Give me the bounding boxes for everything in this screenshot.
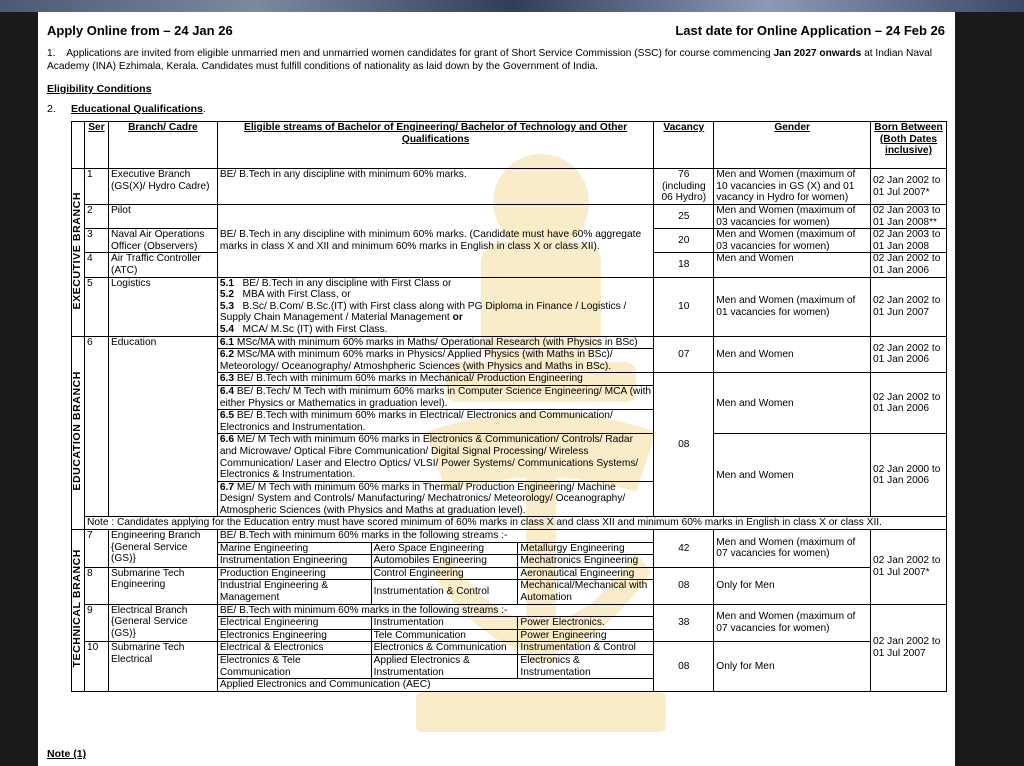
ser-cell: 7 xyxy=(84,530,108,568)
branch-cell: Air Traffic Controller (ATC) xyxy=(108,253,217,277)
group-technical: TECHNICAL BRANCH xyxy=(72,530,85,692)
born-cell: 02 Jan 2003 to 01 Jan 2008** xyxy=(871,205,947,229)
branch-cell: Pilot xyxy=(108,205,217,229)
stream-item: Tele Communication xyxy=(371,629,518,642)
vacancy-cell: 10 xyxy=(654,277,714,336)
ser-cell: 9 xyxy=(84,604,108,642)
branch-cell: Executive Branch (GS(X)/ Hydro Cadre) xyxy=(108,169,217,205)
stream-item: Automobiles Engineering xyxy=(371,555,518,568)
gender-cell: Men and Women (maximum of 07 vacancies for women) xyxy=(714,530,871,568)
stream-item: Instrumentation & Control xyxy=(371,580,518,604)
born-cell: 02 Jan 2000 to 01 Jan 2006 xyxy=(871,434,947,517)
stream-item: Instrumentation xyxy=(371,617,518,630)
ser-cell: 8 xyxy=(84,567,108,604)
vacancy-cell: 08 xyxy=(654,642,714,691)
header-banner-image xyxy=(0,0,1024,12)
stream-item: Electronics & Instrumentation xyxy=(518,655,654,679)
stream-cell: BE/ B.Tech in any discipline with minimum 60% marks. (Candidate must have 60% aggregate marks in class X and XII and minimum 60% marks in English in class X or class XII). xyxy=(217,205,654,278)
born-cell: 02 Jan 2002 to 01 Jul 2007* xyxy=(871,169,947,205)
stream-item: Instrumentation Engineering xyxy=(217,555,371,568)
edu-number: 2. xyxy=(47,103,56,115)
intro-course: Jan 2027 onwards xyxy=(773,48,862,59)
stream-item: Mechatronics Engineering xyxy=(518,555,654,568)
header-branch: Branch/ Cadre xyxy=(108,122,217,169)
header-gender: Gender xyxy=(714,122,871,169)
stream-cell: 6.7 ME/ M Tech with minimum 60% marks in Thermal/ Production Engineering/ Machine Design/ System and Controls/ Manufacturing/ Mechatronics/ Meteorology/ Oceanography/ Atmospheric Sciences (with Physics and Maths at graduation level). xyxy=(217,481,654,517)
intro-paragraph xyxy=(47,47,947,73)
ser-cell: 1 xyxy=(84,169,108,205)
group-executive: EXECUTIVE BRANCH xyxy=(72,169,85,337)
gender-cell: Men and Women xyxy=(714,373,871,434)
branch-cell: Logistics xyxy=(108,277,217,336)
vacancy-cell: 07 xyxy=(654,336,714,373)
stream-item: Production Engineering xyxy=(217,567,371,580)
table-row xyxy=(72,169,947,205)
intro-text-before: Applications are invited from eligible unmarried men and unmarried women candidates for grant of Short Service Commission (SSC) for course commencing xyxy=(66,48,774,59)
born-cell: 02 Jan 2002 to 01 Jul 2007* xyxy=(871,530,947,605)
vacancy-cell: 20 xyxy=(654,229,714,253)
born-cell: 02 Jan 2002 to 01 Jan 2006 xyxy=(871,373,947,434)
stream-cell: 6.4 BE/ B.Tech/ M Tech with minimum 60% marks in Computer Science Engineering/ MCA (with either Physics or Mathematics in graduation level). xyxy=(217,385,654,409)
stream-cell: 6.6 ME/ M Tech with minimum 60% marks in Electronics & Communication/ Controls/ Radar and Microwave/ Optical Fibre Communication/ Digital Signal Processing/ Wireless Communication/ Laser and Electro Optics/ VLSI/ Power Systems/ Communications Systems/ Electronics & Instrumentation. xyxy=(217,434,654,481)
stream-cell: 6.1 MSc/MA with minimum 60% marks in Maths/ Operational Research (with Physics in BSc) xyxy=(217,336,654,349)
gender-cell: Men and Women xyxy=(714,336,871,373)
gender-cell: Men and Women (maximum of 03 vacancies for women) xyxy=(714,229,871,253)
stream-cell: 6.3 BE/ B.Tech with minimum 60% marks in Mechanical/ Production Engineering xyxy=(217,373,654,386)
branch-cell: Naval Air Operations Officer (Observers) xyxy=(108,229,217,253)
header-vacancy: Vacancy xyxy=(654,122,714,169)
stream-item: Applied Electronics and Communication (AEC) xyxy=(217,679,654,692)
gender-cell: Only for Men xyxy=(714,567,871,604)
header-ser: Ser xyxy=(84,122,108,169)
header-born: Born Between (Both Dates inclusive) xyxy=(871,122,947,169)
intro-number: 1. xyxy=(47,48,56,59)
table-row xyxy=(72,567,947,580)
stream-item: Electronics & Tele Communication xyxy=(217,655,371,679)
stream-item: Aero Space Engineering xyxy=(371,542,518,555)
table-row xyxy=(72,336,947,349)
branch-cell: Electrical Branch {General Service (GS)} xyxy=(108,604,217,642)
born-cell: 02 Jan 2003 to 01 Jan 2008 xyxy=(871,229,947,253)
ser-cell: 6 xyxy=(84,336,108,517)
vacancy-cell: 08 xyxy=(654,567,714,604)
branch-cell: Submarine Tech Electrical xyxy=(108,642,217,691)
ser-cell: 4 xyxy=(84,253,108,277)
branch-cell: Engineering Branch {General Service (GS)} xyxy=(108,530,217,568)
edu-heading-wrap xyxy=(71,103,206,115)
ser-cell: 3 xyxy=(84,229,108,253)
vacancy-cell: 25 xyxy=(654,205,714,229)
header-streams: Eligible streams of Bachelor of Engineering/ Bachelor of Technology and Other Qualifications xyxy=(217,122,654,169)
vacancy-cell: 38 xyxy=(654,604,714,642)
elec-intro: BE/ B.Tech with minimum 60% marks in the following streams :- xyxy=(217,604,654,617)
stream-item: Power Engineering xyxy=(518,629,654,642)
gender-cell: Men and Women (maximum of 03 vacancies for women) xyxy=(714,205,871,229)
qualifications-table xyxy=(71,121,947,692)
stream-cell: 6.5 BE/ B.Tech with minimum 60% marks in Electrical/ Electronics and Communication/ Electronics and Instrumentation. xyxy=(217,410,654,434)
stream-cell: 6.2 MSc/MA with minimum 60% marks in Physics/ Applied Physics (with Maths in BSc)/ Meteorology/ Oceanography/ Atmoshpheric Sciences (with Physics and Maths in BSc). xyxy=(217,349,654,373)
table-row xyxy=(72,530,947,543)
stream-item: Instrumentation & Control xyxy=(518,642,654,655)
vacancy-cell: 18 xyxy=(654,253,714,277)
stream-item: Marine Engineering xyxy=(217,542,371,555)
logistics-stream-cell: 5.1 BE/ B.Tech in any discipline with First Class or 5.2 MBA with First Class, or 5.3 B.Sc/ B.Com/ B.Sc.(IT) with First class along with PG Diploma in Finance / Logistics / Supply Chain Management / Material Management or 5.4 MCA/ M.Sc (IT) with First Class. xyxy=(217,277,654,336)
gender-cell: Men and Women xyxy=(714,434,871,517)
edu-period: . xyxy=(202,103,206,115)
edu-heading: Educational Qualifications xyxy=(71,103,203,115)
gender-cell: Only for Men xyxy=(714,642,871,691)
stream-item: Electrical Engineering xyxy=(217,617,371,630)
eng-intro: BE/ B.Tech with minimum 60% marks in the following streams :- xyxy=(217,530,654,543)
stream-item: Electronics Engineering xyxy=(217,629,371,642)
vacancy-cell: 08 xyxy=(654,373,714,517)
table-row xyxy=(72,517,947,530)
stream-item: Electrical & Electronics xyxy=(217,642,371,655)
gender-cell: Men and Women (maximum of 07 vacancies for women) xyxy=(714,604,871,642)
stream-item: Applied Electronics & Instrumentation xyxy=(371,655,518,679)
table-row xyxy=(72,642,947,655)
footer-note: Note (1) xyxy=(47,748,87,760)
branch-cell: Education xyxy=(108,336,217,517)
group-education: EDUCATION BRANCH xyxy=(72,336,85,530)
born-cell: 02 Jan 2002 to 01 Jun 2007 xyxy=(871,277,947,336)
stream-item: Electronics & Communication xyxy=(371,642,518,655)
stream-item: Mechanical/Mechanical with Automation xyxy=(518,580,654,604)
apply-from-text: Apply Online from – 24 Jan 26 xyxy=(47,23,233,38)
gender-cell: Men and Women (maximum of 10 vacancies in GS (X) and 01 vacancy in Hydro for women) xyxy=(714,169,871,205)
stream-item: Control Engineering xyxy=(371,567,518,580)
ser-cell: 2 xyxy=(84,205,108,229)
ser-cell: 10 xyxy=(84,642,108,691)
vacancy-cell: 76 (including 06 Hydro) xyxy=(654,169,714,205)
branch-cell: Submarine Tech Engineering xyxy=(108,567,217,604)
vacancy-cell: 42 xyxy=(654,530,714,568)
gender-cell: Men and Women xyxy=(714,253,871,277)
born-cell: 02 Jan 2002 to 01 Jan 2006 xyxy=(871,336,947,373)
stream-item: Aeronautical Engineering xyxy=(518,567,654,580)
born-cell: 02 Jan 2002 to 01 Jan 2006 xyxy=(871,253,947,277)
gender-cell: Men and Women (maximum of 01 vacancies for women) xyxy=(714,277,871,336)
stream-item: Industrial Engineering & Management xyxy=(217,580,371,604)
stream-item: Power Electronics. xyxy=(518,617,654,630)
header-blank xyxy=(72,122,85,169)
education-note: Note : Candidates applying for the Education entry must have scored minimum of 60% marks in class X and class XII and minimum 60% marks in English in class X or class XII. xyxy=(84,517,946,530)
document-page xyxy=(38,12,955,766)
stream-cell: BE/ B.Tech in any discipline with minimum 60% marks. xyxy=(217,169,654,205)
table-header-row xyxy=(72,122,947,169)
stream-item: Metallurgy Engineering xyxy=(518,542,654,555)
table-row xyxy=(72,205,947,229)
table-row xyxy=(72,277,947,336)
last-date-text: Last date for Online Application – 24 Feb 26 xyxy=(675,23,945,38)
eligibility-heading: Eligibility Conditions xyxy=(47,83,152,95)
ser-cell: 5 xyxy=(84,277,108,336)
table-row xyxy=(72,604,947,617)
intro-text-after: at Indian Naval Academy (INA) Ezhimala, Kerala. Candidates must fulfill conditions of nationality as laid down by the Government of India. xyxy=(47,48,933,72)
born-cell: 02 Jan 2002 to 01 Jul 2007 xyxy=(871,604,947,691)
